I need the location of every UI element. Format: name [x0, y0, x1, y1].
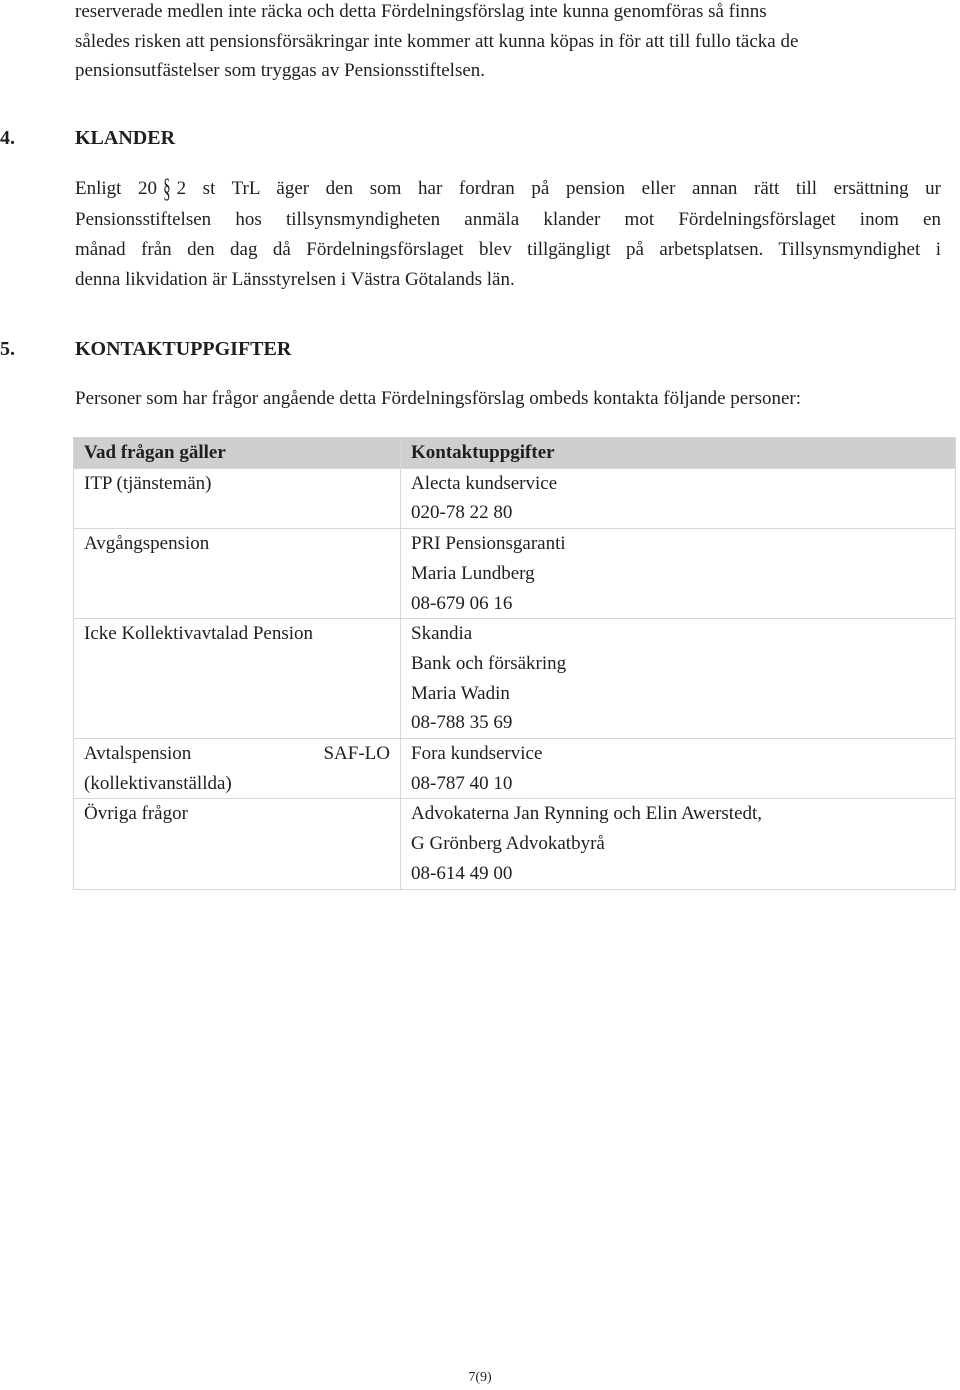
contact-line: Advokaterna Jan Rynning och Elin Awerstedt, — [411, 803, 763, 825]
table-row — [74, 529, 956, 619]
intro-paragraph — [75, 0, 941, 86]
subject-line: Övriga frågor — [84, 803, 188, 825]
contact-line: Maria Wadin — [411, 682, 510, 704]
subject-line: (kollektivanställda) — [84, 772, 232, 794]
section-number: 5. — [0, 338, 15, 360]
paragraph-line: Pensionsstiftelsen hos tillsynsmyndigheten anmäla klander mot Fördelningsförslaget inom en — [75, 209, 941, 230]
paragraph-line: denna likvidation är Länsstyrelsen i Västra Götalands län. — [75, 269, 515, 290]
table-header-row — [74, 438, 956, 469]
section-sign: § — [163, 175, 171, 205]
subject-cell — [74, 529, 401, 619]
paragraph-lead: Enligt 20 — [75, 178, 158, 199]
paragraph-line-rest: 2 st TrL äger den som har fordran på pension eller annan rätt till ersättning ur — [176, 178, 941, 199]
contact-cell — [401, 619, 956, 739]
contact-line: Skandia — [411, 623, 473, 645]
contact-phone: 08-787 40 10 — [411, 772, 513, 794]
contact-line: Bank och försäkring — [411, 652, 567, 674]
subject-part: Avtalspension — [84, 743, 192, 765]
contact-line: G Grönberg Advokatbyrå — [411, 833, 605, 855]
contacts-intro: Personer som har frågor angående detta Fördelningsförslag ombeds kontakta följande personer: — [75, 388, 801, 409]
subject-part: SAF-LO — [323, 743, 390, 765]
table-row — [74, 739, 956, 799]
contact-line: PRI Pensionsgaranti — [411, 533, 566, 555]
intro-line: reserverade medlen inte räcka och detta Fördelningsförslag inte kunna genomföras så finns — [75, 1, 767, 22]
contact-phone: 08-788 35 69 — [411, 712, 513, 734]
section-number: 4. — [0, 127, 15, 149]
subject-line — [84, 739, 390, 769]
subject-cell — [74, 739, 401, 799]
contact-cell — [401, 468, 956, 528]
subject-cell — [74, 619, 401, 739]
contact-cell — [401, 529, 956, 619]
section-title: KONTAKTUPPGIFTER — [75, 338, 292, 360]
klander-paragraph — [75, 174, 941, 295]
subject-cell — [74, 468, 401, 528]
table-row — [74, 619, 956, 739]
header-contact: Kontaktuppgifter — [401, 438, 956, 469]
contact-line: Maria Lundberg — [411, 562, 535, 584]
contact-phone: 08-679 06 16 — [411, 592, 513, 614]
paragraph-line — [75, 174, 941, 205]
table-row — [74, 468, 956, 528]
page-number: 7(9) — [468, 1370, 492, 1385]
contact-line: Alecta kundservice — [411, 472, 558, 494]
intro-line: pensionsutfästelser som tryggas av Pensionsstiftelsen. — [75, 60, 486, 81]
intro-line: således risken att pensionsförsäkringar inte kommer att kunna köpas in för att till fullo täcka de — [75, 30, 799, 52]
header-subject: Vad frågan gäller — [74, 438, 401, 469]
contact-cell — [401, 799, 956, 889]
paragraph-line: månad från den dag då Fördelningsförslaget blev tillgängligt på arbetsplatsen. Tillsynsmyndighet i — [75, 239, 941, 260]
subject-line: Avgångspension — [84, 533, 210, 555]
section-title: KLANDER — [75, 127, 176, 149]
contacts-table — [73, 437, 956, 890]
subject-line: Icke Kollektivavtalad Pension — [84, 623, 313, 645]
subject-cell — [74, 799, 401, 889]
contact-cell — [401, 739, 956, 799]
contact-phone: 020-78 22 80 — [411, 502, 513, 524]
table-row — [74, 799, 956, 889]
subject-line: ITP (tjänstemän) — [84, 472, 212, 494]
contact-line: Fora kundservice — [411, 743, 543, 765]
contact-phone: 08-614 49 00 — [411, 862, 513, 884]
